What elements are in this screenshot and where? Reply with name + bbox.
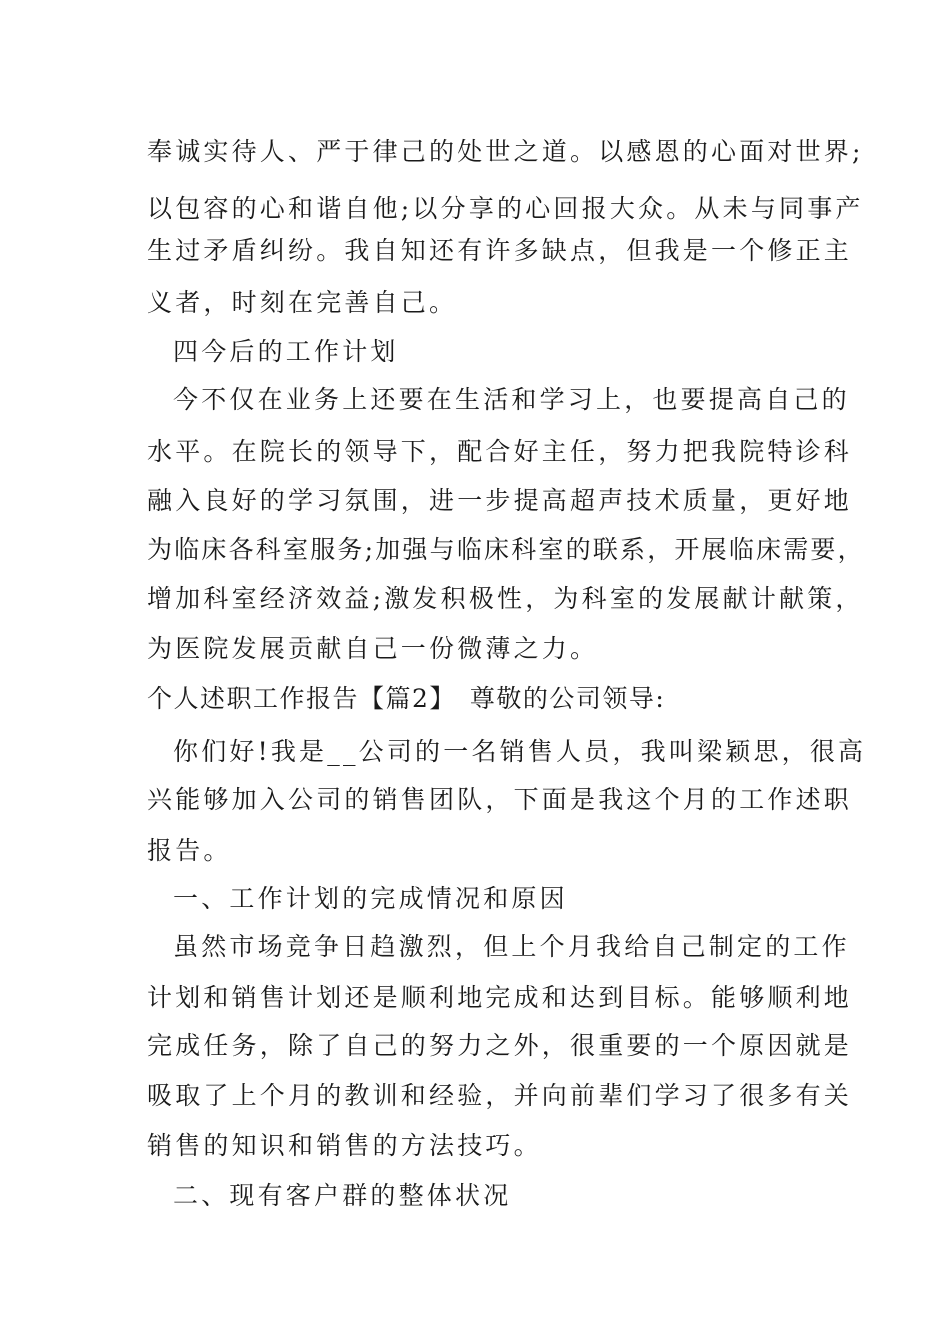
paragraph-line: 计划和销售计划还是顺利地完成和达到目标。能够顺利地 [147,983,853,1012]
paragraph-line: 吸取了上个月的教训和经验，并向前辈们学习了很多有关 [147,1081,853,1110]
paragraph-line: 增加科室经济效益;激发积极性，为科室的发展献计献策， [147,584,864,613]
paragraph-line: 以包容的心和谐自他;以分享的心回报大众。从未与同事产 [147,194,864,223]
section-heading: 二、现有客户群的整体状况 [173,1181,512,1210]
paragraph-line: 生过矛盾纠纷。我自知还有许多缺点，但我是一个修正主 [147,236,853,265]
paragraph-line: 虽然市场竞争日趋激烈，但上个月我给自己制定的工作 [173,932,850,961]
paragraph-line: 奉诚实待人、严于律己的处世之道。以感恩的心面对世界; [147,137,864,166]
paragraph-line: 水平。在院长的领导下，配合好主任，努力把我院特诊科 [147,437,853,466]
paragraph-line: 为临床各科室服务;加强与临床科室的联系，开展临床需要， [147,535,865,564]
paragraph-line: 为医院发展贡献自己一份微薄之力。 [147,634,599,663]
section-heading: 一、工作计划的完成情况和原因 [173,884,568,913]
paragraph-line: 销售的知识和销售的方法技巧。 [147,1131,542,1160]
paragraph-line: 今不仅在业务上还要在生活和学习上，也要提高自己的 [173,385,850,414]
paragraph-line: 报告。 [147,836,232,865]
paragraph-line: 义者，时刻在完善自己。 [147,288,458,317]
paragraph-line: 融入良好的学习氛围，进一步提高超声技术质量，更好地 [147,486,853,515]
paragraph-line: 完成任务，除了自己的努力之外，很重要的一个原因就是 [147,1031,853,1060]
paragraph-line: 兴能够加入公司的销售团队，下面是我这个月的工作述职 [147,785,853,814]
section-heading: 四今后的工作计划 [173,337,399,366]
paragraph-line: 你们好!我是__公司的一名销售人员，我叫梁颖思，很高 [173,737,867,766]
report-title: 个人述职工作报告【篇2】 尊敬的公司领导: [147,684,666,713]
